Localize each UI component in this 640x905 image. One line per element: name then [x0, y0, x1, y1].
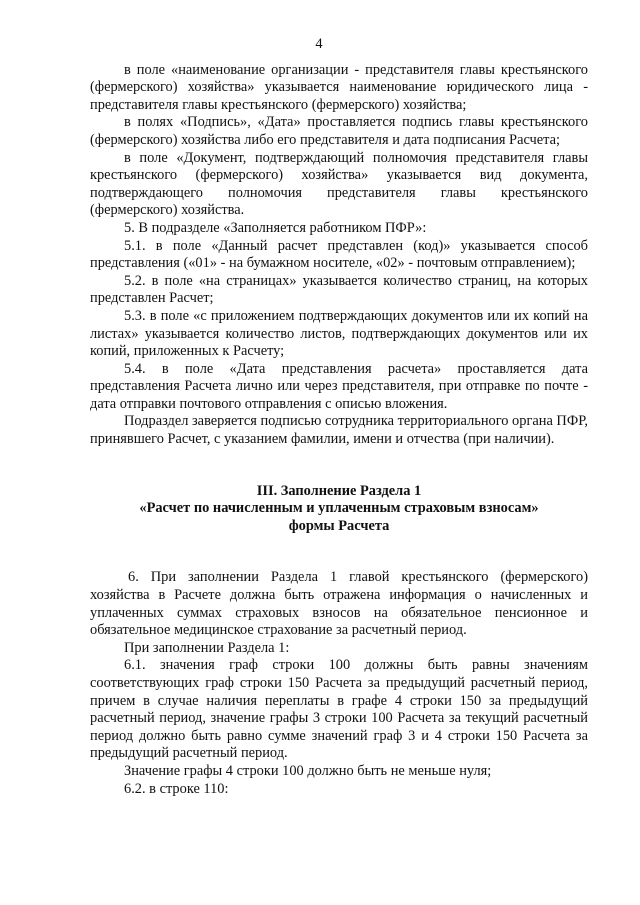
section-heading-title: III. Заполнение Раздела 1	[256, 482, 422, 499]
paragraph-6: 6. При заполнении Раздела 1 главой крестьянского (фермерского) хозяйства в Расчете должна быть отражена информация о начисленных и уплаченных суммах страховых взносов на обязательное пенсионное и обязательное медицинское страхование за расчетный период.	[90, 569, 588, 639]
paragraph-5-3: 5.3. в поле «с приложением подтверждающих документов или их копий на листах» указывается количество листов, подтверждающих документов или их копий, приложенных к Расчету;	[90, 307, 588, 360]
paragraph-5-2: 5.2. в поле «на страницах» указывается количество страниц, на которых представлен Расчет;	[90, 272, 588, 307]
spacer	[90, 535, 588, 569]
paragraph-section1-intro: При заполнении Раздела 1:	[124, 639, 290, 656]
paragraph-5: 5. В подразделе «Заполняется работником ПФР»:	[124, 219, 427, 236]
section-heading-form: формы Расчета	[288, 517, 390, 534]
paragraph-org-name-field: в поле «наименование организации - представителя главы крестьянского (фермерского) хозяйства» указывается наименование юридического лица - представителя главы крестьянского (фермерского) хозяйства;	[90, 61, 588, 113]
paragraph-subsection-certification: Подраздел заверяется подписью сотрудника территориального органа ПФР, принявшего Расчет, с указанием фамилии, имени и отчества (при наличии).	[90, 413, 588, 448]
paragraph-6-2: 6.2. в строке 110:	[124, 780, 229, 797]
paragraph-5-1: 5.1. в поле «Данный расчет представлен (код)» указывается способ представления («01» - на бумажном носителе, «02» - почтовым отправлением);	[90, 237, 588, 272]
paragraph-row100-col4: Значение графы 4 строки 100 должно быть не меньше нуля;	[124, 762, 492, 779]
spacer	[90, 449, 588, 483]
paragraph-authority-document-field: в поле «Документ, подтверждающий полномочия представителя главы крестьянского (фермерского) хозяйства» указывается вид документа, подтверждающего полномочия представителя главы крестьянского (фермерского) хозяйства.	[90, 149, 588, 219]
paragraph-5-4: 5.4. в поле «Дата представления расчета» проставляется дата представления Расчета лично или через представителя, при отправке по почте - дата отправки почтового отправления с описью вложения.	[90, 360, 588, 412]
paragraph-signature-date-fields: в полях «Подпись», «Дата» проставляется подпись главы крестьянского (фермерского) хозяйства либо его представителя и дата подписания Расчета;	[90, 114, 588, 148]
paragraph-6-1: 6.1. значения граф строки 100 должны быть равны значениям соответствующих граф строки 150 Расчета за предыдущий расчетный период, причем в случае наличия переплаты в графе 4 строки 150 за предыдущий расчетный период, значение графы 3 строки 100 Расчета за текущий расчетный период должно быть равно сумме значений граф 3 и 4 строки 150 Расчета за предыдущий расчетный период.	[90, 657, 588, 762]
page-number: 4	[315, 36, 323, 52]
section-heading-subtitle: «Расчет по начисленным и уплаченным страховым взносам»	[139, 500, 539, 517]
